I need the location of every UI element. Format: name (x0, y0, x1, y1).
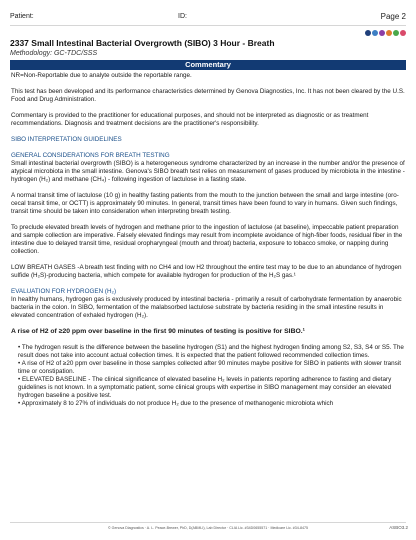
brand-dot (400, 30, 406, 36)
footer-divider (10, 522, 406, 523)
brand-dots-logo (365, 30, 406, 36)
sibo-positive-criterion: A rise of H2 of ≥20 ppm over baseline in the first 90 minutes of testing is positive for SIBO.¹ (11, 328, 305, 335)
patient-label: Patient: (10, 13, 34, 20)
brand-dot (393, 30, 399, 36)
footer-text: © Genova Diagnostics · A. L. Peace-Brewer, PhD, D(ABMLI), Lab Director · CLIA Lic. #34D0655571 · Medicare Lic. #34-8475 (108, 526, 308, 530)
brand-dot (372, 30, 378, 36)
sibo-guidelines-heading: SIBO INTERPRETATION GUIDELINES (11, 136, 122, 143)
page-number: Page 2 (380, 12, 406, 21)
page-header (0, 0, 416, 24)
methodology: Methodology: GC-TDC/SSS (10, 50, 98, 57)
bullet-item: • Approximately 8 to 27% of individuals do not produce H₂ due to the presence of methanogenic microbiota which (18, 400, 334, 407)
brand-dot (365, 30, 371, 36)
general-paragraph-1: Small intestinal bacterial overgrowth (SIBO) is a heterogeneous syndrome characterized by an increase in the number and/or the presence of atypical microbiota in the small intestine. Genova's SIBO breath test relies on measurement of gases produced by microbiota in the intestine - hydrogen (H₂) and methane (CH₄) - following ingestion of lactulose in a fasting state. (11, 160, 405, 183)
educational-disclaimer: Commentary is provided to the practitioner for educational purposes, and should not be interpreted as diagnostic or as treatment recommendations. Diagnosis and treatment decisions are the practitioner's responsibility. (11, 112, 369, 127)
id-label: ID: (178, 13, 187, 20)
general-paragraph-2: A normal transit time of lactulose (10 g) in healthy fasting patients from the mouth to the junction between the small and large intestine (oro-cecal transit time, or OCTT) is approximately 90 minutes. In general, transit times have been found to vary in humans. Given such findings, transit time should be taken into consideration when interpreting breath testing. (11, 192, 399, 215)
bullet-item: • A rise of H2 of ≥20 ppm over baseline in those samples collected after 90 minutes maybe positive for SIBO in patients with slower transit time or constipation. (18, 360, 401, 375)
brand-dot (379, 30, 385, 36)
bullet-item: • ELEVATED BASELINE - The clinical significance of elevated baseline H₂ levels in patients reporting adherence to fasting and dietary guidelines is not known. In a symptomatic patient, some clinical groups with expertise in SIBO management may consider an elevated hydrogen baseline a positive test. (18, 376, 392, 399)
general-considerations-heading: GENERAL CONSIDERATIONS FOR BREATH TESTING (11, 152, 170, 159)
general-paragraph-3: To preclude elevated breath levels of hydrogen and methane prior to the ingestion of lactulose (at baseline), impeccable patient preparation and sample collection are imperative. Falsely elevated findings may result from incomplete avoidance of high-fiber foods, residual fiber in the intestine due to delayed transit time, residual oropharyngeal (mouth and throat) bacteria, exposure to tobacco smoke, or napping during collection. (11, 224, 403, 255)
nr-note: NR=Non-Reportable due to analyte outside the reportable range. (11, 72, 192, 79)
low-breath-gases-paragraph: LOW BREATH GASES -A breath test finding with no CH4 and low H2 throughout the entire test may to be due to an abundance of hydrogen sulfide (H₂S)-producing bacteria, which compete for available hydrogen for production of the H₂S gas.¹ (11, 264, 402, 279)
brand-dot (386, 30, 392, 36)
report-title-block (10, 38, 275, 57)
report-title: 2337 Small Intestinal Bacterial Overgrowth (SIBO) 3 Hour - Breath (10, 38, 275, 48)
hydrogen-paragraph: In healthy humans, hydrogen gas is exclusively produced by intestinal bacteria - primarily a result of carbohydrate fermentation by anaerobic bacteria in the colon. In SIBO, fermentation of the malabsorbed lactulose substrate by bacteria residing in the small intestine results in elevated concentration of exhaled hydrogen (H₂). (11, 296, 402, 319)
hydrogen-evaluation-heading: EVALUATION FOR HYDROGEN (H₂) (11, 288, 117, 295)
bullet-item: • The hydrogen result is the difference between the baseline hydrogen (S1) and the highest hydrogen finding among S2, S3, S4 or S5. The result does not take into account actual collection times. It is expected that the patient followed recommended collection times. (18, 344, 404, 359)
document-code: ASBO3.2 (389, 525, 408, 530)
commentary-body (11, 72, 405, 408)
header-divider (10, 25, 406, 26)
fda-disclaimer: This test has been developed and its performance characteristics determined by Genova Diagnostics, Inc. It has not been cleared by the U.S. Food and Drug Administration. (11, 88, 405, 103)
commentary-section-bar: Commentary (10, 60, 406, 70)
